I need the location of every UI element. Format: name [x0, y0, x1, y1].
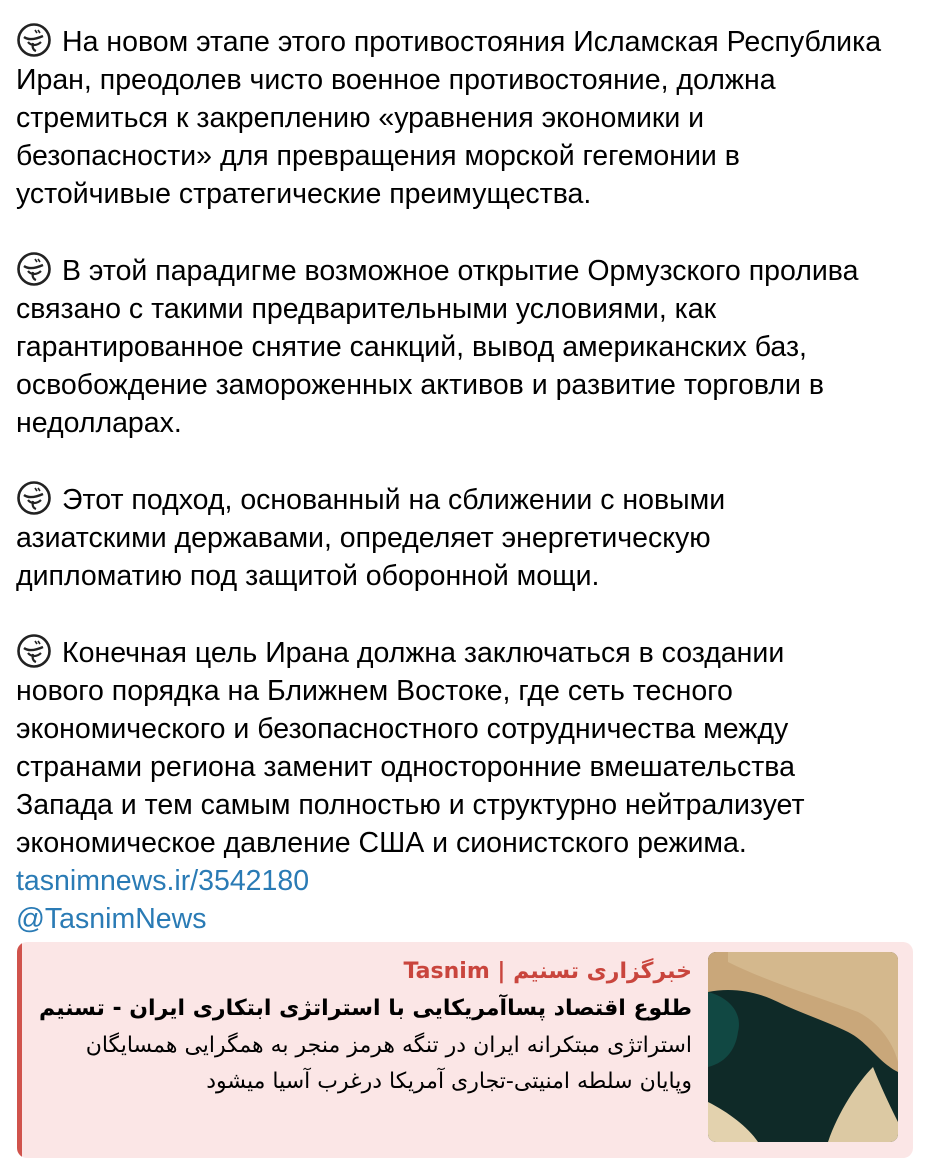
line-text: экономического и безопасностного сотрудничества между — [16, 713, 789, 745]
line-text: нового порядка на Ближнем Востоке, где сеть тесного — [16, 675, 733, 707]
paragraph-line — [16, 480, 916, 519]
line-text: В этой парадигме возможное открытие Ормузского пролива — [62, 255, 859, 287]
paragraph-line — [16, 404, 916, 442]
paragraph-line — [16, 61, 916, 99]
link-preview[interactable] — [17, 942, 913, 1158]
article-link[interactable]: tasnimnews.ir/3542180 — [16, 865, 310, 897]
line-text: Запада и тем самым полностью и структурно нейтрализует — [16, 789, 805, 821]
line-text: азиатскими державами, определяет энергетическую — [16, 522, 711, 554]
line-text: дипломатию под защитой оборонной мощи. — [16, 560, 600, 592]
line-text: На новом этапе этого противостояния Исламская Республика — [62, 26, 882, 58]
paragraph-line — [16, 824, 916, 862]
paragraph-line — [16, 290, 916, 328]
preview-accent-bar — [17, 942, 22, 1158]
paragraph-line — [16, 137, 916, 175]
tasnim-logo-icon — [16, 22, 52, 58]
paragraph-line — [16, 786, 916, 824]
paragraph-line — [16, 519, 916, 557]
paragraph-line — [16, 22, 916, 61]
paragraph-line — [16, 251, 916, 290]
paragraph-line — [16, 633, 916, 672]
paragraph-line — [16, 175, 916, 213]
line-text: безопасности» для превращения морской гегемонии в — [16, 140, 740, 172]
message-text — [16, 22, 916, 938]
message-paragraph — [16, 22, 916, 213]
message-paragraph — [16, 480, 916, 595]
paragraph-line — [16, 710, 916, 748]
tasnim-logo-icon — [16, 251, 52, 287]
paragraph-line — [16, 366, 916, 404]
line-text: Этот подход, основанный на сближении с новыми — [62, 484, 726, 516]
line-text: странами региона заменит односторонние вмешательства — [16, 751, 795, 783]
preview-site-name: خبرگزاری تسنیم | Tasnim — [403, 959, 692, 984]
line-text: недолларах. — [16, 407, 182, 439]
line-text: освобождение замороженных активов и развитие торговли в — [16, 369, 824, 401]
preview-thumbnail-satellite-image — [708, 952, 898, 1142]
paragraph-line — [16, 99, 916, 137]
message-paragraph — [16, 251, 916, 442]
line-text: стремиться к закреплению «уравнения экономики и — [16, 102, 705, 134]
line-text: гарантированное снятие санкций, вывод американских баз, — [16, 331, 807, 363]
paragraph-line — [16, 748, 916, 786]
preview-title: طلوع اقتصاد پساآمریکایی با استراتژی ابتکاری ایران - تسنیم — [38, 996, 692, 1021]
tasnim-logo-icon — [16, 480, 52, 516]
line-text: устойчивые стратегические преимущества. — [16, 178, 592, 210]
line-text: Конечная цель Ирана должна заключаться в создании — [62, 637, 785, 669]
paragraph-line — [16, 557, 916, 595]
line-text: Иран, преодолев чисто военное противостояние, должна — [16, 64, 776, 96]
line-text: связано с такими предварительными условиями, как — [16, 293, 717, 325]
tasnim-logo-icon — [16, 633, 52, 669]
paragraph-line — [16, 672, 916, 710]
channel-mention[interactable]: @TasnimNews — [16, 903, 207, 935]
line-text: экономическое давление США и сионистского режима. — [16, 827, 747, 859]
message-paragraph — [16, 633, 916, 862]
preview-description: استراتژی مبتکرانه ایران در تنگه هرمز منجر به همگرایی همسایگان وپایان سلطه امنیتی-تجاری آمریکا درغرب آسیا میشود — [85, 1033, 692, 1094]
paragraph-line — [16, 328, 916, 366]
